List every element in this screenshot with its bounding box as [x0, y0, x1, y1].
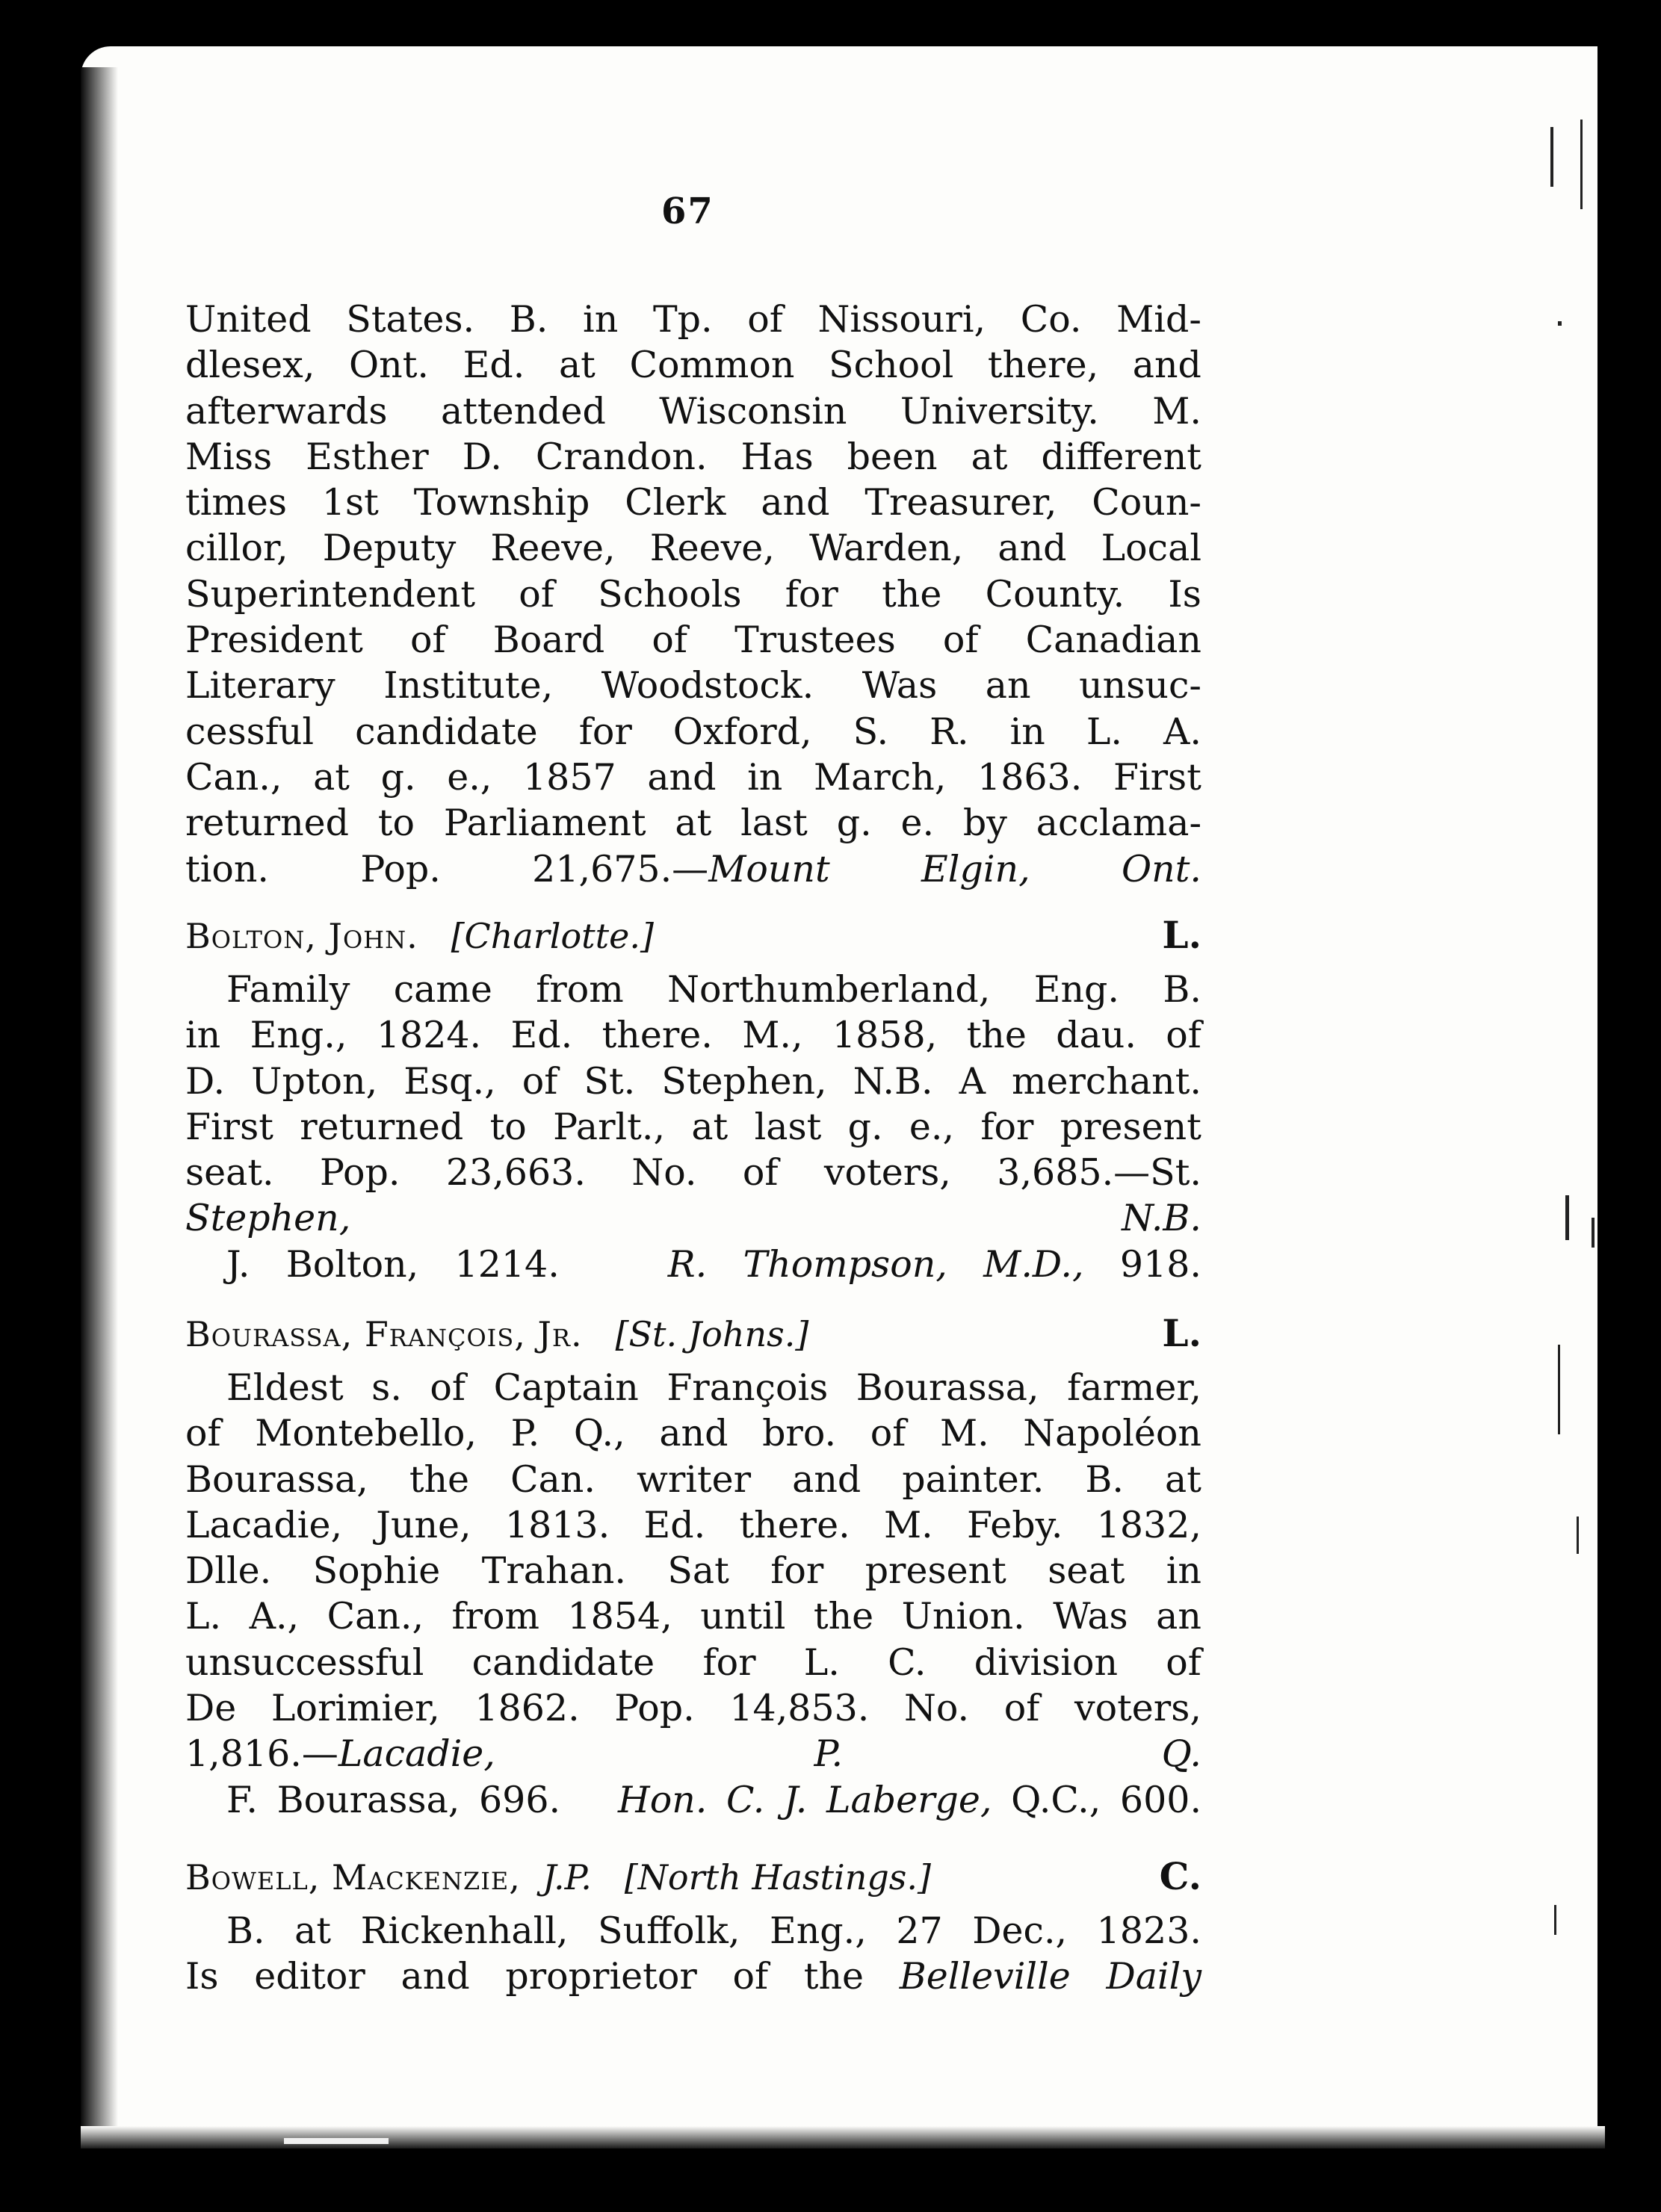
- vote-winner: F. Bourassa, 696.: [226, 1778, 561, 1821]
- member-name: Bowell, Mackenzie,: [185, 1857, 521, 1897]
- member-name: Bolton, John.: [185, 916, 418, 956]
- entry-heading: [185, 1311, 1201, 1357]
- newspaper-name: Belleville Daily: [899, 1955, 1201, 1998]
- text-line: Bourassa, the Can. writer and painter. B. at: [185, 1457, 1201, 1501]
- page-bottom-edge: [81, 2126, 1605, 2149]
- text-line: L. A., Can., from 1854, until the Union. Was an: [185, 1595, 1201, 1638]
- entry-heading: [185, 913, 1201, 959]
- party-label: L.: [1162, 1311, 1201, 1355]
- member-title: J.P.: [542, 1857, 592, 1897]
- text-line: cillor, Deputy Reeve, Reeve, Warden, and Local: [185, 527, 1201, 570]
- text-line: Can., at g. e., 1857 and in March, 1863. First: [185, 755, 1201, 799]
- vote-opponent: Hon. C. J. Laberge,: [617, 1778, 992, 1821]
- text-line: Dlle. Sophie Trahan. Sat for present seat in: [185, 1549, 1201, 1593]
- page-number: 67: [661, 190, 714, 232]
- text-line: Family came from Northumberland, Eng. B.: [226, 968, 1201, 1011]
- entry-body: [185, 1365, 1201, 1823]
- text-line: Literary Institute, Woodstock. Was an unsuc-: [185, 664, 1201, 707]
- text-line: Lacadie, June, 1813. Ed. there. M. Feby. 1832,: [185, 1503, 1201, 1546]
- text-line: unsuccessful candidate for L. C. division of: [185, 1641, 1201, 1684]
- page-bottom-mark: [284, 2138, 389, 2144]
- riding: [St. Johns.]: [615, 1314, 809, 1354]
- text-line: Superintendent of Schools for the County. Is: [185, 572, 1201, 616]
- entry-bolton: [185, 913, 1201, 1287]
- entry-bowell: [185, 1854, 1201, 2000]
- page-gutter-shadow: [81, 67, 118, 2129]
- vote-line: [185, 1242, 1201, 1287]
- text-line: cessful candidate for Oxford, S. R. in L. A.: [185, 710, 1201, 753]
- text-line: dlesex, Ont. Ed. at Common School there, and: [185, 344, 1201, 387]
- riding: [Charlotte.]: [451, 916, 654, 956]
- text-line-last: [185, 1731, 1201, 1776]
- entry-bourassa: [185, 1311, 1201, 1823]
- riding: [North Hastings.]: [624, 1857, 931, 1897]
- vote-opponent-count: Q.C., 600.: [1011, 1778, 1202, 1821]
- entry-body: [185, 1908, 1201, 2000]
- text-plain: tion. Pop. 21,675.—: [185, 847, 709, 890]
- text-line: in Eng., 1824. Ed. there. M., 1858, the dau. of: [185, 1014, 1201, 1057]
- member-name: Bourassa, François, Jr.: [185, 1314, 583, 1354]
- text-line: First returned to Parlt., at last g. e., for present: [185, 1105, 1201, 1148]
- vote-opponent: R. Thompson, M.D.,: [667, 1242, 1084, 1286]
- residence: Mount Elgin, Ont.: [708, 847, 1201, 890]
- text-line: of Montebello, P. Q., and bro. of M. Napoléon: [185, 1412, 1201, 1455]
- text-line-last: [185, 1195, 1201, 1241]
- text-line: times 1st Township Clerk and Treasurer, Coun-: [185, 481, 1201, 524]
- entry-continued: [185, 297, 1201, 892]
- residence: Lacadie, P. Q.: [338, 1732, 1201, 1776]
- text-plain: 1,816.—: [185, 1732, 338, 1776]
- text-line: De Lorimier, 1862. Pop. 14,853. No. of voters,: [185, 1687, 1201, 1730]
- page-right-edge-marks: [1535, 112, 1625, 2129]
- text-line: Eldest s. of Captain François Bourassa, farmer,: [226, 1366, 1201, 1409]
- vote-winner: J. Bolton, 1214.: [226, 1242, 560, 1286]
- text-line: B. at Rickenhall, Suffolk, Eng., 27 Dec., 1823.: [226, 1909, 1201, 1952]
- text-line: United States. B. in Tp. of Nissouri, Co. Mid-: [185, 298, 1201, 341]
- entry-continued-body: [185, 297, 1201, 892]
- entry-body: [185, 967, 1201, 1287]
- text-line: afterwards attended Wisconsin University. M.: [185, 389, 1201, 433]
- vote-line: [185, 1777, 1201, 1823]
- text-line: Miss Esther D. Crandon. Has been at different: [185, 435, 1201, 478]
- vote-opponent-count: 918.: [1119, 1242, 1202, 1286]
- party-label: L.: [1162, 913, 1201, 957]
- residence: Stephen, N.B.: [185, 1197, 1201, 1240]
- entry-heading: [185, 1854, 1201, 1900]
- text-line: returned to Parliament at last g. e. by acclama-: [185, 802, 1201, 845]
- text-line: [185, 1954, 1201, 1999]
- text-line: President of Board of Trustees of Canadian: [185, 619, 1201, 662]
- text-line: seat. Pop. 23,663. No. of voters, 3,685.—St.: [185, 1151, 1201, 1195]
- text-plain: Is editor and proprietor of the: [185, 1955, 864, 1998]
- text-line-last: [185, 846, 1201, 892]
- text-line: D. Upton, Esq., of St. Stephen, N.B. A merchant.: [185, 1059, 1201, 1103]
- party-label: C.: [1159, 1854, 1201, 1898]
